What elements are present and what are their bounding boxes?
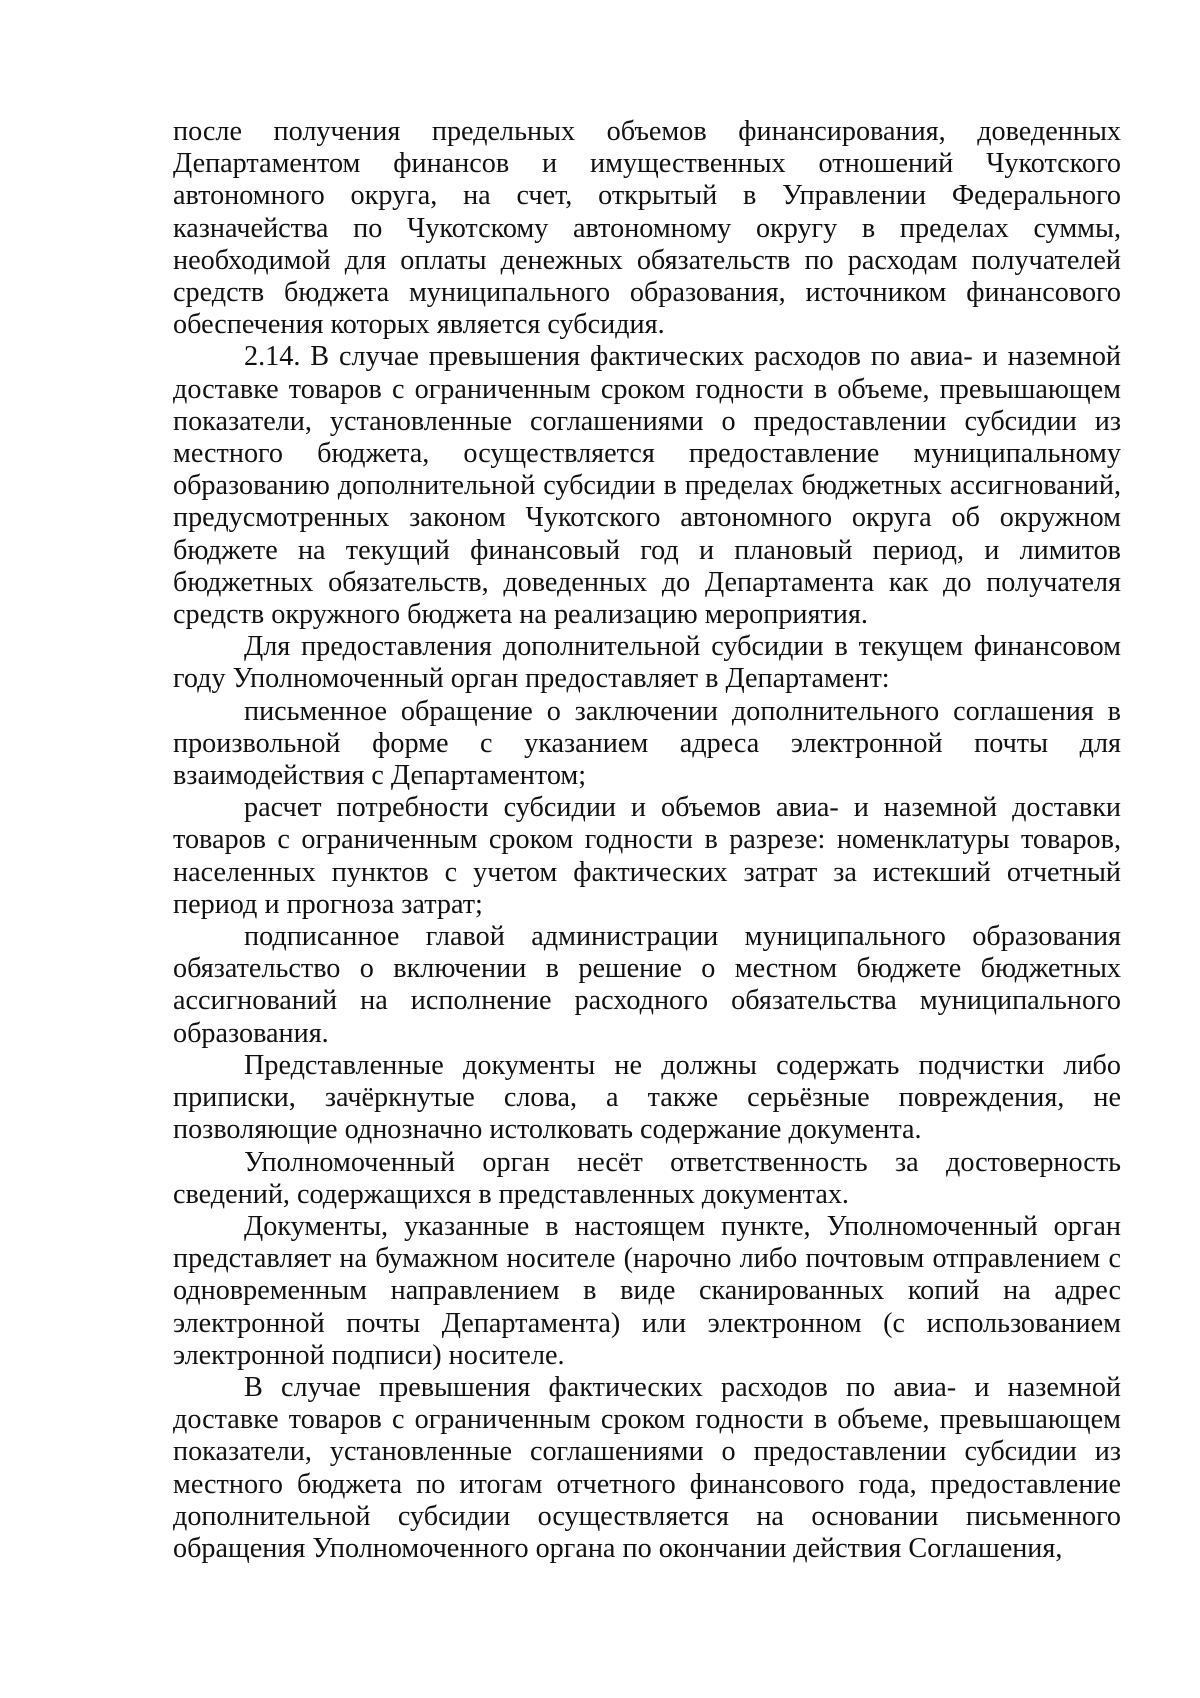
paragraph-year-end-excess: В случае превышения фактических расходов по авиа- и наземной доставке товаров с ограниченным сроком годности в объеме, превышающем показатели, установленные соглашениями о предоставлении субсидии из местного бюджета по итогам отчетного финансового года, предоставление дополнительной субсидии осуществляется на основании письменного обращения Уполномоченного органа по окончании действия Соглашения, bbox=[173, 1371, 1121, 1564]
paragraph-additional-subsidy-request: Для предоставления дополнительной субсидии в текущем финансовом году Уполномоченный орган предоставляет в Департамент: bbox=[173, 631, 1121, 695]
paragraph-calculation: расчет потребности субсидии и объемов авиа- и наземной доставки товаров с ограниченным сроком годности в разрезе: номенклатуры товаров, населенных пунктов с учетом фактических затрат за истекший отчетный период и прогноза затрат; bbox=[173, 792, 1121, 920]
paragraph-responsibility: Уполномоченный орган несёт ответственность за достоверность сведений, содержащихся в представленных документах. bbox=[173, 1146, 1121, 1210]
document-page bbox=[173, 116, 1121, 1565]
paragraph-written-appeal: письменное обращение о заключении дополнительного соглашения в произвольной форме с указанием адреса электронной почты для взаимодействия с Департаментом; bbox=[173, 695, 1121, 792]
paragraph-signed-obligation: подписанное главой администрации муниципального образования обязательство о включении в решение о местном бюджете бюджетных ассигнований на исполнение расходного обязательства муниципального образования. bbox=[173, 921, 1121, 1049]
paragraph-submission-format: Документы, указанные в настоящем пункте, Уполномоченный орган представляет на бумажном носителе (нарочно либо почтовым отправлением с одновременным направлением в виде сканированных копий на адрес электронной почты Департамента) или электронном (с использованием электронной подписи) носителе. bbox=[173, 1210, 1121, 1371]
paragraph-2-14: 2.14. В случае превышения фактических расходов по авиа- и наземной доставке товаров с ограниченным сроком годности в объеме, превышающем показатели, установленные соглашениями о предоставлении субсидии из местного бюджета, осуществляется предоставление муниципальному образованию дополнительной субсидии в пределах бюджетных ассигнований, предусмотренных законом Чукотского автономного округа об окружном бюджете на текущий финансовый год и плановый период, и лимитов бюджетных обязательств, доведенных до Департамента как до получателя средств окружного бюджета на реализацию мероприятия. bbox=[173, 341, 1121, 631]
paragraph-document-requirements: Представленные документы не должны содержать подчистки либо приписки, зачёркнутые слова, а также серьёзные повреждения, не позволяющие однозначно истолковать содержание документа. bbox=[173, 1049, 1121, 1146]
paragraph-continuation: после получения предельных объемов финансирования, доведенных Департаментом финансов и имущественных отношений Чукотского автономного округа, на счет, открытый в Управлении Федерального казначейства по Чукотскому автономному округу в пределах суммы, необходимой для оплаты денежных обязательств по расходам получателей средств бюджета муниципального образования, источником финансового обеспечения которых является субсидия. bbox=[173, 116, 1121, 341]
